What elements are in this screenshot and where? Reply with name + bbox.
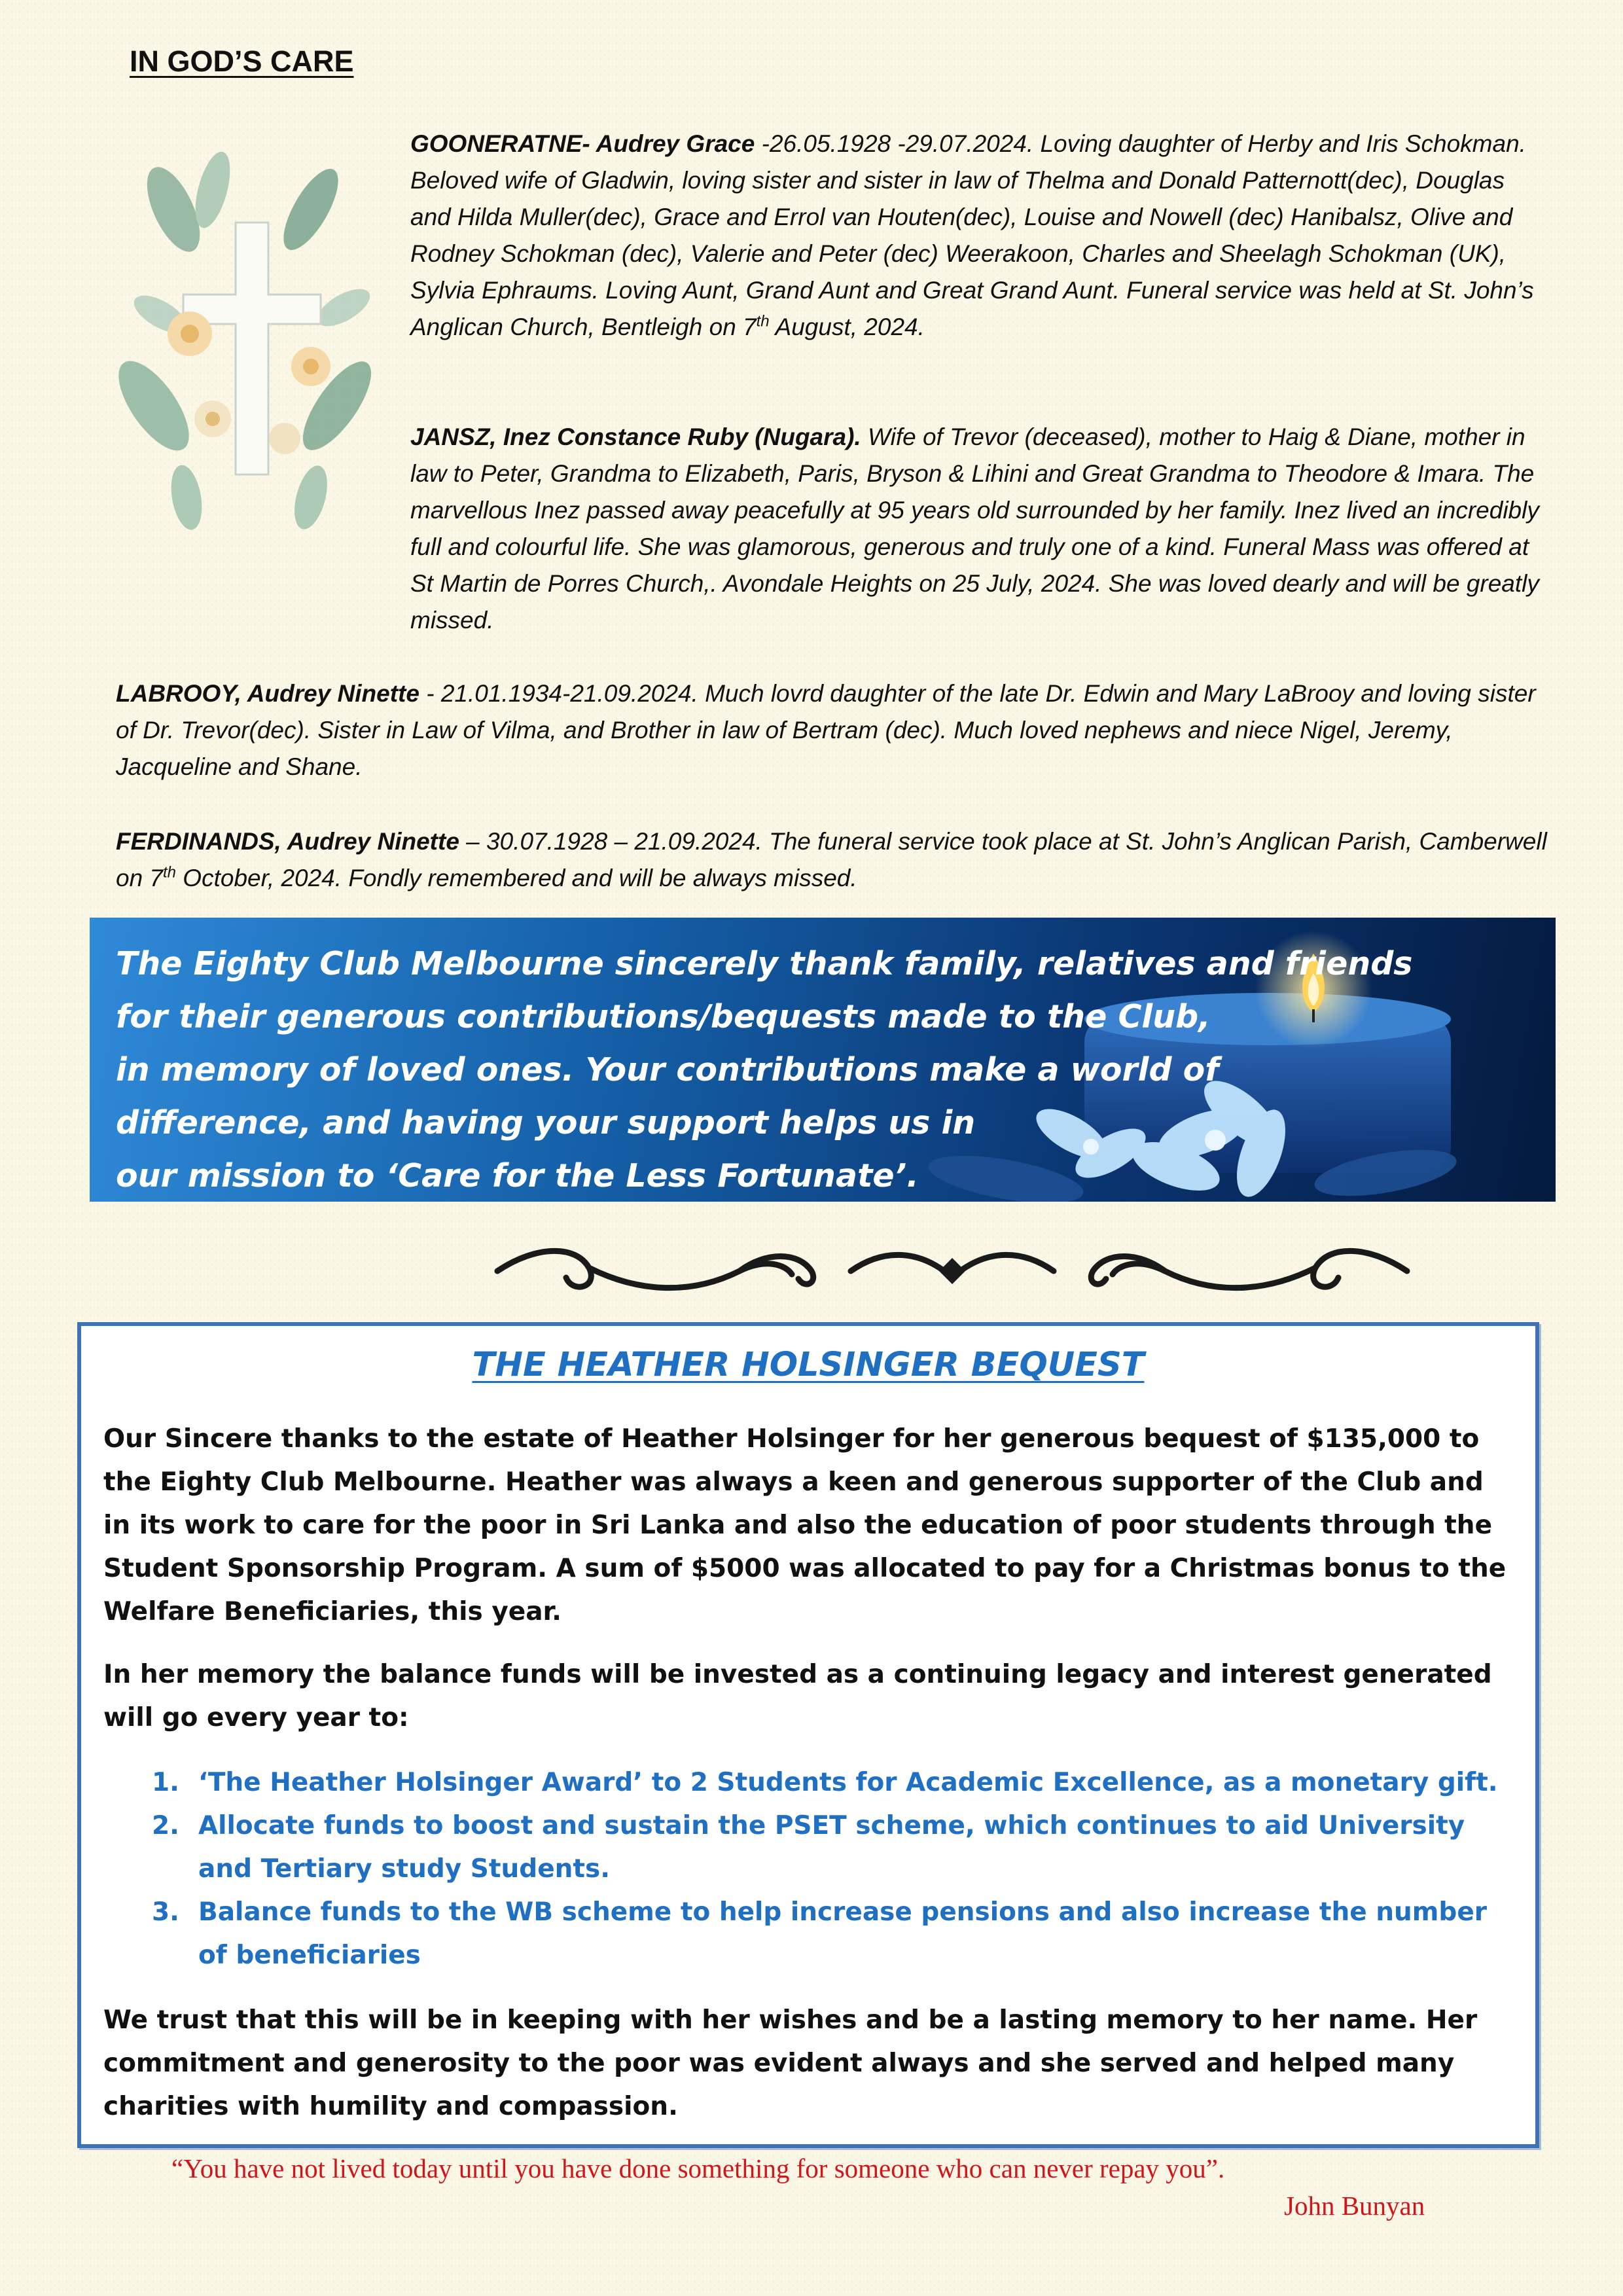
quote-author: John Bunyan [1284, 2191, 1425, 2221]
list-number: 3. [152, 1897, 179, 1927]
list-item-text: Allocate funds to boost and sustain the PSET scheme, which continues to aid University and Tertiary study Students. [198, 1811, 1465, 1884]
banner-line: in memory of loved ones. Your contributions make a world of [116, 1051, 1219, 1088]
banner-line: The Eighty Club Melbourne sincerely thank family, relatives and friends [116, 945, 1413, 982]
obituary-name: FERDINANDS, Audrey Ninette [116, 828, 459, 855]
bequest-paragraph: Our Sincere thanks to the estate of Heather Holsinger for her generous bequest of $135,000 to the Eighty Club Melbourne. Heather was always a keen and generous supporter of the Club and in its work to care for the poor in Sri Lanka and also the education of poor students through the Student Sponsorship Program. A sum of $5000 was allocated to pay for a Christmas bonus to the Welfare Beneficiaries, this year. [103, 1424, 1507, 1626]
obituary-labrooy [116, 675, 1556, 785]
obituary-text: -26.05.1928 -29.07.2024. Loving daughter of Herby and Iris Schokman. Beloved wife of Gladwin, loving sister and sister in law of Thelma and Donald Patternott(dec), Douglas and Hilda Muller(dec), Grace and Errol van Houten(dec), Louise and Nowell (dec) Hanibalsz, Olive and Rodney Schokman (dec), Valerie and Peter (dec) Weerakoon, Charles and Sheelagh Schokman (UK), Sylvia Ephraums. Loving Aunt, Grand Aunt and Great Grand Aunt. Funeral service was held at St. John’s Anglican Church, Bentleigh on 7 [410, 130, 1534, 340]
ornamental-divider [458, 1238, 1446, 1304]
obituary-text: – 30.07.1928 – 21.09.2024. The funeral service took place at St. John’s Anglican Parish, Camberwell on 7 [116, 828, 1547, 891]
list-item [103, 1761, 1517, 1804]
obituary-gooneratne [410, 126, 1549, 346]
thank-you-banner [90, 918, 1556, 1202]
bequest-allocation-list [103, 1761, 1517, 1977]
obituary-name: JANSZ, Inez Constance Ruby (Nugara). [410, 423, 861, 450]
banner-line: for their generous contributions/bequests made to the Club, [116, 998, 1211, 1035]
obituary-text: - 21.01.1934-21.09.2024. Much lovrd daughter of the late Dr. Edwin and Mary LaBrooy and loving sister of Dr. Trevor(dec). Sister in Law of Vilma, and Brother in law of Bertram (dec). Much loved nephews and niece Nigel, Jeremy, Jacqueline and Shane. [116, 680, 1536, 780]
bequest-paragraph: We trust that this will be in keeping with her wishes and be a lasting memory to her name. Her commitment and generosity to the poor was evident always and she served and helped many charities with humility and compassion. [103, 2005, 1478, 2121]
bequest-section [77, 1322, 1539, 2148]
list-item-text: Balance funds to the WB scheme to help increase pensions and also increase the number of beneficiaries [198, 1897, 1488, 1970]
banner-line: difference, and having your support helps us in [116, 1104, 976, 1141]
list-number: 2. [152, 1811, 179, 1840]
banner-message [116, 937, 1413, 1202]
list-item [103, 1804, 1517, 1891]
bequest-paragraph: In her memory the balance funds will be invested as a continuing legacy and interest generated will go every year to: [103, 1660, 1492, 1732]
closing-quote: “You have not lived today until you have done something for someone who can never repay you”. [171, 2153, 1225, 2183]
banner-line: our mission to ‘Care for the Less Fortunate’. [116, 1157, 919, 1194]
superscript: th [163, 863, 177, 882]
obituary-text-end: October, 2024. Fondly remembered and will be always missed. [176, 865, 857, 891]
list-item [103, 1891, 1517, 1977]
obituary-name: GOONERATNE- Audrey Grace [410, 130, 755, 157]
obituary-text: Wife of Trevor (deceased), mother to Haig & Diane, mother in law to Peter, Grandma to Elizabeth, Paris, Bryson & Lihini and Great Grandma to Theodore & Imara. The marvellous Inez passed away peacefully at 95 years old surrounded by her family. Inez lived an incredibly full and colourful life. She was glamorous, generous and truly one of a kind. Funeral Mass was offered at St Martin de Porres Church,. Avondale Heights on 25 July, 2024. She was loved dearly and will be greatly missed. [410, 423, 1539, 634]
floral-cross-illustration [115, 131, 389, 543]
list-item-text: ‘The Heather Holsinger Award’ to 2 Students for Academic Excellence, as a monetary gift. [198, 1768, 1498, 1797]
obituary-ferdinands [116, 823, 1556, 897]
list-number: 1. [152, 1768, 179, 1797]
bequest-title: THE HEATHER HOLSINGER BEQUEST [472, 1346, 1145, 1384]
obituary-name: LABROOY, Audrey Ninette [116, 680, 419, 707]
page-heading: IN GOD’S CARE [130, 45, 354, 78]
obituary-text-end: August, 2024. [769, 314, 925, 340]
superscript: th [756, 312, 770, 331]
obituary-jansz [410, 419, 1549, 639]
